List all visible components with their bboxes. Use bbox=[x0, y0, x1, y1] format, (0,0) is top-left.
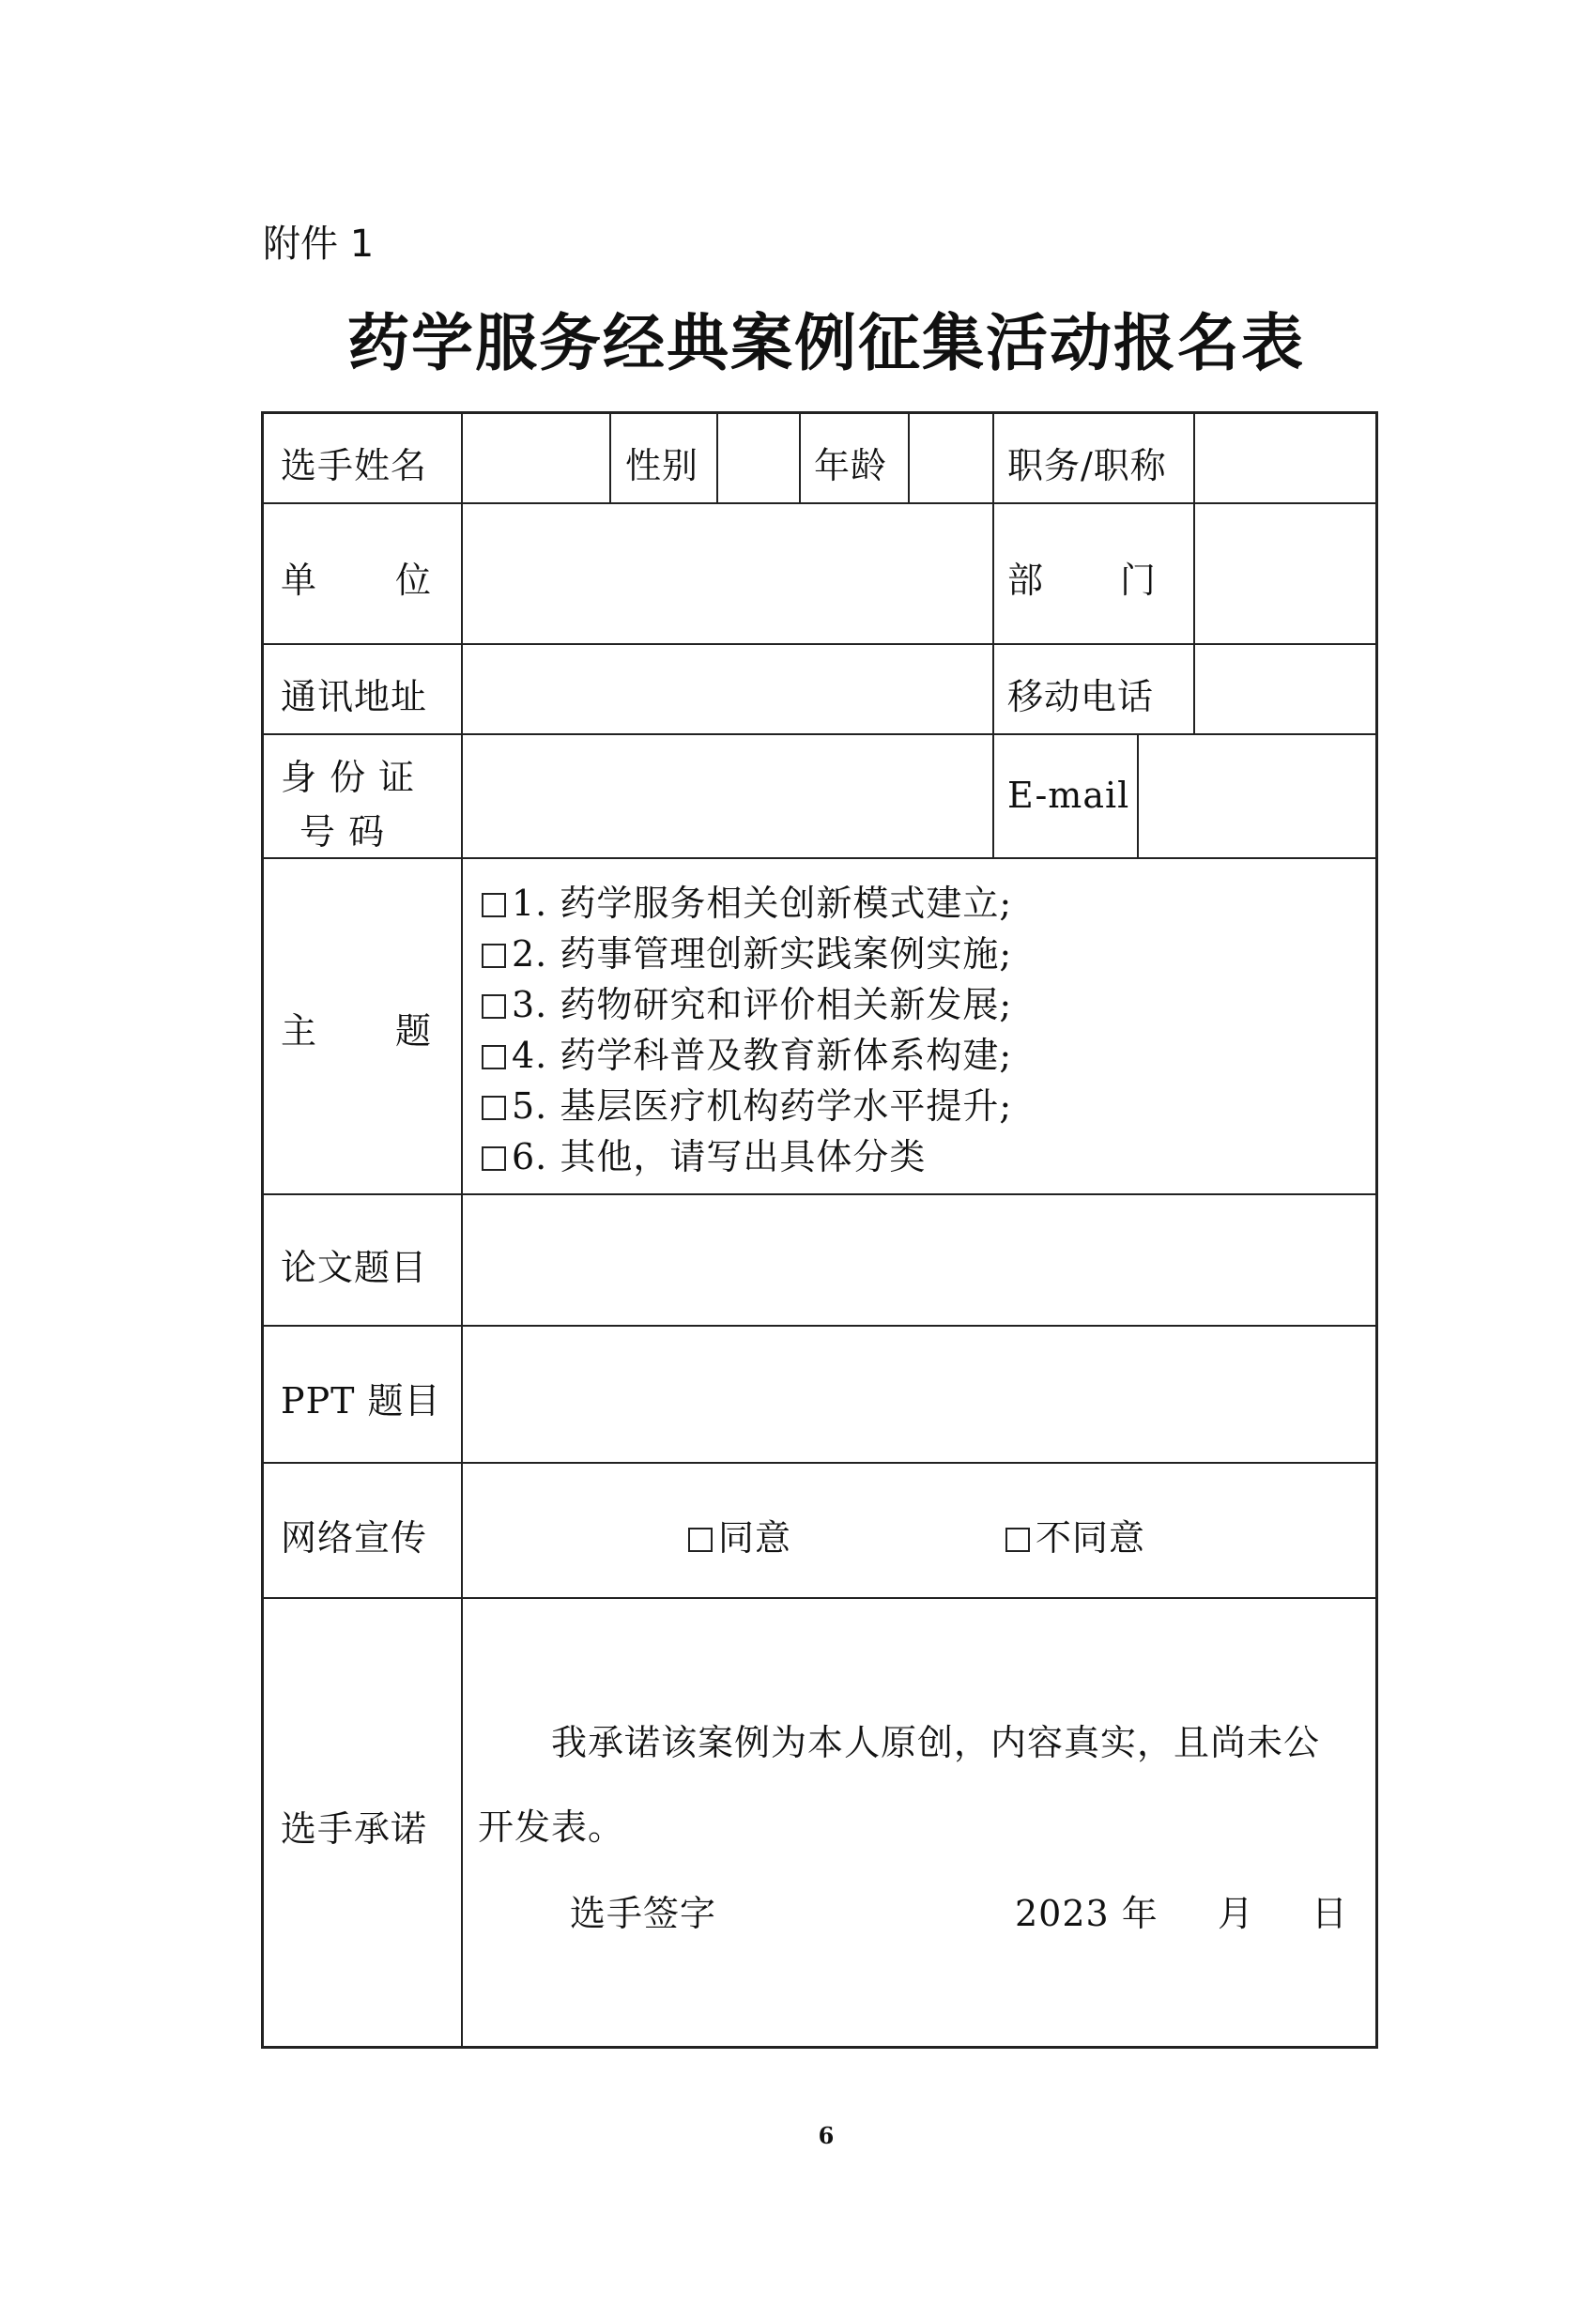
col-divider bbox=[1137, 733, 1139, 857]
promotion-label: 网络宣传 bbox=[281, 1517, 428, 1559]
topic-option-text: 1. 药学服务相关创新模式建立; bbox=[512, 883, 1013, 924]
checkbox-icon[interactable] bbox=[1005, 1528, 1030, 1552]
agree-text: 同意 bbox=[718, 1517, 792, 1559]
dept-label-char-1: 部 bbox=[1007, 560, 1045, 601]
position-label: 职务/职称 bbox=[1007, 445, 1167, 486]
registration-form-table bbox=[261, 411, 1378, 2049]
id-label-line2: 号 码 bbox=[299, 811, 386, 853]
ppt-title-label: PPT 题目 bbox=[281, 1380, 441, 1422]
disagree-text: 不同意 bbox=[1036, 1517, 1146, 1559]
col-divider bbox=[609, 414, 611, 502]
topic-option-6[interactable] bbox=[482, 1128, 926, 1179]
topic-option-text: 3. 药物研究和评价相关新发展; bbox=[512, 984, 1013, 1025]
checkbox-icon[interactable] bbox=[482, 944, 506, 968]
checkbox-icon[interactable] bbox=[482, 1045, 506, 1069]
date-day: 日 bbox=[1312, 1893, 1349, 1934]
signature-label: 选手签字 bbox=[570, 1893, 717, 1934]
topic-option-3[interactable] bbox=[482, 976, 1012, 1027]
checkbox-icon[interactable] bbox=[688, 1528, 713, 1552]
form-title: 药学服务经典案例征集活动报名表 bbox=[347, 307, 1305, 379]
checkbox-icon[interactable] bbox=[482, 994, 506, 1019]
attachment-label: 附件 1 bbox=[263, 223, 375, 266]
page-number: 6 bbox=[818, 2122, 835, 2149]
topic-option-text: 2. 药事管理创新实践案例实施; bbox=[512, 933, 1013, 975]
topic-option-2[interactable] bbox=[482, 925, 1012, 976]
row-divider bbox=[264, 733, 1375, 735]
age-label: 年龄 bbox=[814, 445, 888, 486]
pledge-text-line1: 我承诺该案例为本人原创，内容真实，且尚未公 bbox=[551, 1722, 1321, 1763]
topic-option-text: 6. 其他，请写出具体分类 bbox=[512, 1136, 927, 1177]
topic-option-text: 5. 基层医疗机构药学水平提升; bbox=[512, 1085, 1013, 1127]
unit-label-char-2: 位 bbox=[395, 560, 433, 601]
checkbox-icon[interactable] bbox=[482, 893, 506, 917]
gender-label: 性别 bbox=[625, 445, 699, 486]
col-divider bbox=[799, 414, 801, 502]
row-divider bbox=[264, 643, 1375, 645]
row-divider bbox=[264, 1325, 1375, 1327]
agree-option[interactable] bbox=[688, 1509, 791, 1560]
paper-title-label: 论文题目 bbox=[281, 1247, 428, 1288]
row-divider bbox=[264, 1597, 1375, 1599]
row-divider bbox=[264, 1462, 1375, 1464]
row-divider bbox=[264, 502, 1375, 504]
topic-option-1[interactable] bbox=[482, 874, 1012, 926]
col-divider bbox=[992, 414, 994, 857]
date-year: 2023 年 bbox=[1015, 1893, 1159, 1934]
checkbox-icon[interactable] bbox=[482, 1146, 506, 1171]
email-label: E-mail bbox=[1007, 775, 1130, 816]
id-label-line1: 身 份 证 bbox=[281, 757, 416, 798]
col-divider bbox=[908, 414, 910, 502]
unit-label-char-1: 单 bbox=[281, 560, 318, 601]
row-divider bbox=[264, 857, 1375, 859]
address-label: 通讯地址 bbox=[281, 676, 428, 717]
checkbox-icon[interactable] bbox=[482, 1096, 506, 1120]
name-label: 选手姓名 bbox=[281, 445, 428, 486]
disagree-option[interactable] bbox=[1005, 1509, 1145, 1560]
topic-option-text: 4. 药学科普及教育新体系构建; bbox=[512, 1035, 1013, 1076]
mobile-label: 移动电话 bbox=[1007, 676, 1155, 717]
col-divider bbox=[1193, 414, 1195, 733]
pledge-text-line2: 开发表。 bbox=[478, 1806, 625, 1848]
dept-label-char-2: 门 bbox=[1120, 560, 1158, 601]
topic-label-char-1: 主 bbox=[281, 1010, 318, 1052]
col-divider bbox=[716, 414, 718, 502]
date-month: 月 bbox=[1218, 1893, 1255, 1934]
topic-label-char-2: 题 bbox=[395, 1010, 433, 1052]
row-divider bbox=[264, 1193, 1375, 1195]
topic-option-4[interactable] bbox=[482, 1026, 1012, 1078]
label-column-divider bbox=[461, 414, 463, 2046]
pledge-label: 选手承诺 bbox=[281, 1808, 428, 1850]
topic-option-5[interactable] bbox=[482, 1077, 1012, 1129]
